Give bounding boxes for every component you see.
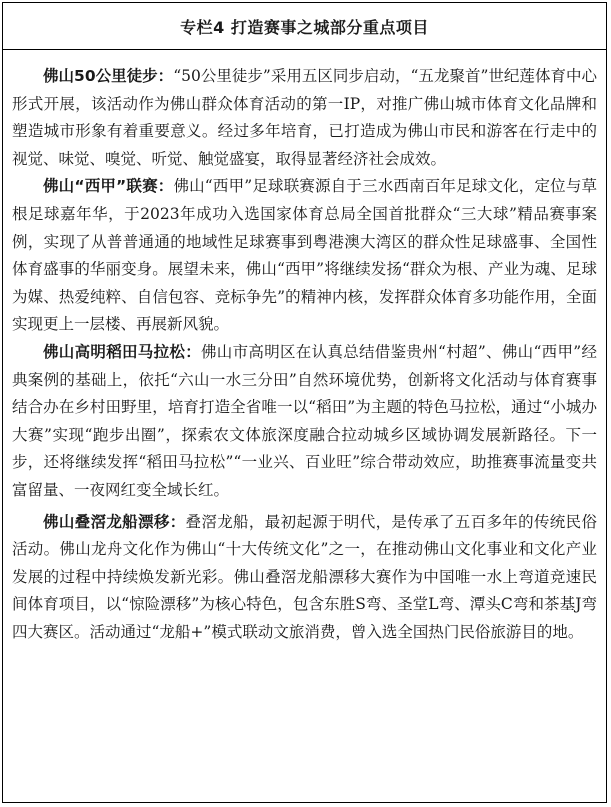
column-box bbox=[2, 2, 607, 803]
column-title: 专栏4 打造赛事之城部分重点项目 bbox=[3, 3, 606, 50]
project-paragraph bbox=[12, 63, 597, 173]
project-paragraph bbox=[12, 339, 597, 505]
project-heading: 佛山高明稻田马拉松： bbox=[43, 342, 201, 361]
column-body bbox=[3, 50, 606, 646]
project-heading: 佛山叠滘龙船漂移： bbox=[43, 512, 186, 531]
project-text: 叠滘龙船，最初起源于明代，是传承了五百多年的传统民俗活动。佛山龙舟文化作为佛山“十大传统文化”之一，在推动佛山文化事业和文化产业发展的过程中持续焕发新光彩。佛山叠滘龙船漂移大赛作为中国唯一水上弯道竞速民间体育项目，以“惊险漂移”为核心特色，包含东胜S弯、圣堂L弯、潭头C弯和茶基J弯四大赛区。活动通过“龙船+”模式联动文旅消费，曾入选全国热门民俗旅游目的地。 bbox=[12, 512, 597, 641]
project-text: 佛山市高明区在认真总结借鉴贵州“村超”、佛山“西甲”经典案例的基础上，依托“六山一水三分田”自然环境优势，创新将文化活动与体育赛事结合办在乡村田野里，培育打造全省唯一以“稻田”为主题的特色马拉松，通过“小城办大赛”实现“跑步出圈”，探索农文体旅深度融合拉动城乡区域协调发展新路径。下一步，还将继续发挥“稻田马拉松”“一业兴、百业旺”综合带动效应，助推赛事流量变共富留量、一夜网红变全域长红。 bbox=[12, 342, 597, 499]
project-text: “50公里徒步”采用五区同步启动，“五龙聚首”世纪莲体育中心形式开展，该活动作为佛山群众体育活动的第一IP，对推广佛山城市体育文化品牌和塑造城市形象有着重要意义。经过多年培育，已打造成为佛山市民和游客在行走中的视觉、味觉、嗅觉、听觉、触觉盛宴，取得显著经济社会成效。 bbox=[12, 67, 597, 168]
project-heading: 佛山50公里徒步： bbox=[43, 67, 174, 85]
project-heading: 佛山“西甲”联赛： bbox=[43, 177, 174, 196]
project-text: 佛山“西甲”足球联赛源自于三水西南百年足球文化，定位与草根足球嘉年华，于2023年成功入选国家体育总局全国首批群众“三大球”精品赛事案例，实现了从普普通通的地域性足球赛事到粤港澳大湾区的群众性足球盛事、全国性体育盛事的华丽变身。展望未来，佛山“西甲”将继续发扬“群众为根、产业为魂、足球为媒、热爱纯粹、自信包容、竞标争先”的精神内核，发挥群众体育多功能作用，全面实现更上一层楼、再展新风貌。 bbox=[12, 177, 598, 334]
project-paragraph bbox=[12, 509, 597, 647]
project-paragraph bbox=[12, 173, 597, 339]
